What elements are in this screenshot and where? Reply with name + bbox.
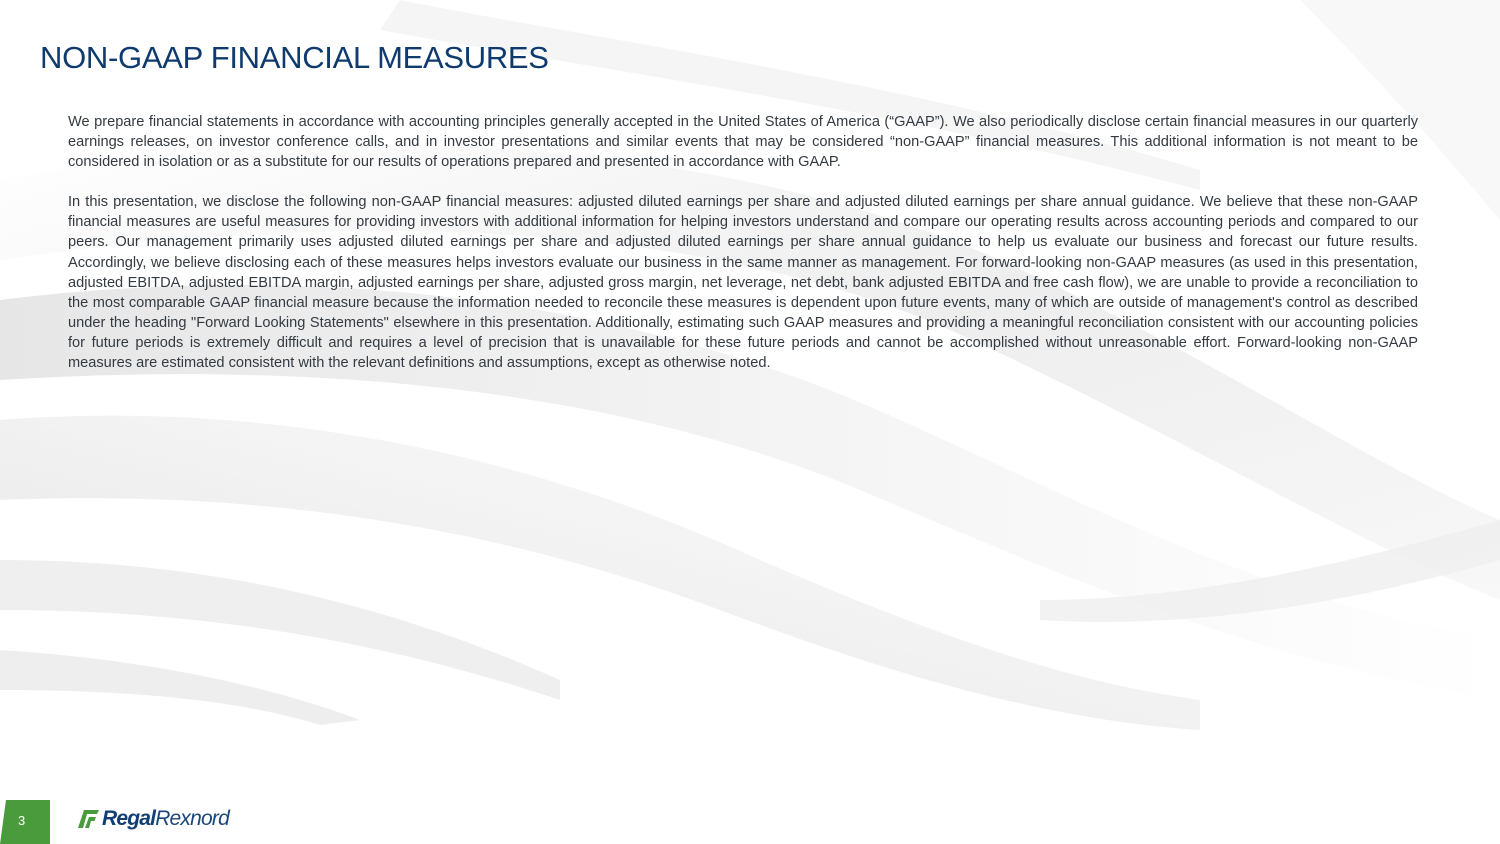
regal-rexnord-logo-mark-icon — [78, 809, 100, 829]
paragraph-gaap-intro: We prepare financial statements in accordance with accounting principles generally accepted in the United States of America (“GAAP”). We also periodically disclose certain financial measures in our quarterly earnings releases, on investor conference calls, and in investor presentations and similar events that may be considered “non-GAAP” financial measures. This additional information is not meant to be considered in isolation or as a substitute for our results of operations prepared and presented in accordance with GAAP. — [68, 114, 1418, 171]
logo-word-rexnord: Rexnord — [155, 807, 229, 830]
page-number: 3 — [18, 813, 26, 828]
company-logo — [78, 806, 229, 832]
logo-wordmark — [102, 807, 229, 831]
body-text — [68, 112, 1418, 393]
paragraph-non-gaap-measures: In this presentation, we disclose the following non-GAAP financial measures: adjusted diluted earnings per share and adjusted diluted earnings per share annual guidance. We believe that these non-GAAP financial measures are useful measures for providing investors with additional information for helping investors understand and compare our operating results across accounting periods and compared to our peers. Our management primarily uses adjusted diluted earnings per share and adjusted diluted earnings per share annual guidance to help us evaluate our business and forecast our future results. Accordingly, we believe disclosing each of these measures helps investors evaluate our business in the same manner as management. For forward-looking non-GAAP measures (as used in this presentation, adjusted EBITDA, adjusted EBITDA margin, adjusted earnings per share, adjusted gross margin, net leverage, net debt, bank adjusted EBITDA and free cash flow), we are unable to provide a reconciliation to the most comparable GAAP financial measure because the information needed to reconcile these measures is dependent upon future events, many of which are outside of management's control as described under the heading "Forward Looking Statements" elsewhere in this presentation. Additionally, estimating such GAAP measures and providing a meaningful reconciliation consistent with our accounting policies for future periods is extremely difficult and requires a level of precision that is unavailable for these future periods and cannot be accomplished without unreasonable effort. Forward-looking non-GAAP measures are estimated consistent with the relevant definitions and assumptions, except as otherwise noted. — [68, 194, 1418, 372]
logo-word-regal: Regal — [102, 807, 156, 830]
page-title: NON-GAAP FINANCIAL MEASURES — [40, 40, 549, 75]
